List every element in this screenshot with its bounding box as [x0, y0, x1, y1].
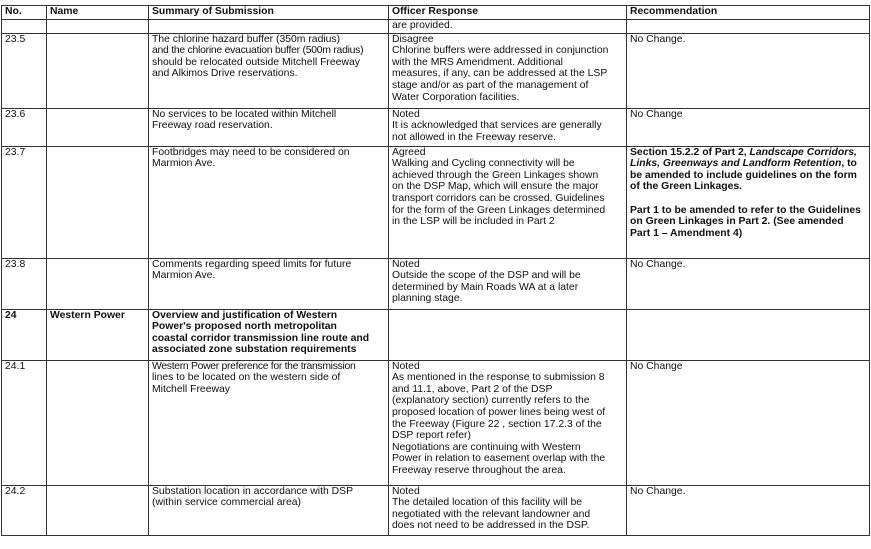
summary-line: should be relocated outside Mitchell Freeway: [152, 56, 360, 68]
cell-no: 24.2: [2, 485, 47, 535]
header-recommendation: Recommendation: [627, 6, 870, 20]
cell-name: Western Power: [47, 309, 149, 360]
cell-response: [389, 360, 627, 485]
cell-name: [47, 258, 149, 309]
cell-name: [47, 33, 149, 108]
cell-name: [47, 360, 149, 485]
response-line: planning stage.: [392, 293, 463, 305]
summary-line: Marmion Ave.: [152, 158, 216, 170]
response-line: As mentioned in the response to submission 8: [392, 372, 605, 384]
recommendation-line: No Change.: [630, 258, 686, 270]
response-line: DSP report refer): [392, 430, 471, 442]
table-row: [2, 360, 870, 485]
cell-recommendation: [627, 258, 870, 309]
response-line: in the LSP will be included in Part 2: [392, 216, 555, 228]
response-line: proposed location of power lines being west of: [392, 406, 606, 418]
summary-line: Power's proposed north metropolitan: [152, 321, 337, 333]
table-row: [2, 309, 870, 360]
cell-summary: [149, 33, 389, 108]
response-line: with the MRS Amendment. Additional: [392, 56, 563, 68]
recommendation-section-title: Landscape Corridors, Links, Greenways and Landform Retention: [630, 146, 857, 170]
recommendation-line: No Change.: [630, 33, 686, 45]
response-line: Water Corporation facilities.: [392, 91, 520, 103]
summary-line: Mitchell Freeway: [152, 383, 230, 395]
submissions-table: [1, 5, 870, 536]
cell-recommendation: [627, 108, 870, 146]
cell-no: 23.8: [2, 258, 47, 309]
recommendation-prefix: Section 15.2.2 of Part 2,: [630, 146, 750, 158]
cell-summary: [149, 20, 389, 34]
summary-line: Marmion Ave.: [152, 270, 216, 282]
cell-recommendation: [627, 20, 870, 34]
summary-line: associated zone substation requirements: [152, 344, 357, 356]
summary-line: Footbridges may need to be considered on: [152, 146, 350, 158]
cell-recommendation: [627, 360, 870, 485]
recommendation-line: No Change: [630, 108, 683, 120]
response-line: It is acknowledged that services are generally: [392, 120, 602, 132]
recommendation-paragraph: Part 1 to be amended to refer to the Guidelines on Green Linkages in Part 2. (See amended Part 1 – Amendment 4): [630, 204, 861, 239]
cell-recommendation: [627, 485, 870, 535]
recommendation-suffix: , to be amended to include guidelines on the form of the Green Linkages.: [630, 158, 857, 193]
cell-summary: [149, 108, 389, 146]
cell-recommendation: [627, 309, 870, 360]
cell-no: [2, 20, 47, 34]
response-line: on the DSP Map, which will ensure the major: [392, 181, 599, 193]
response-line: Outside the scope of the DSP and will be: [392, 270, 581, 282]
response-line: The detailed location of this facility will be: [392, 497, 583, 509]
response-line: transport corridors can be crossed. Guidelines: [392, 192, 605, 204]
response-line: not allowed in the Freeway reserve.: [392, 131, 557, 143]
summary-line: The chlorine hazard buffer (350m radius): [152, 33, 341, 45]
response-line: does not need to be addressed in the DSP.: [392, 520, 590, 532]
response-line: Power in relation to easement overlap with the: [392, 453, 606, 465]
summary-line: (within service commercial area): [152, 497, 301, 509]
response-line: (explanatory section) currently refers to the: [392, 395, 590, 407]
response-line: measures, if any, can be addressed at the LSP: [392, 68, 608, 80]
cell-summary: [149, 146, 389, 258]
cell-no: 24.1: [2, 360, 47, 485]
cell-name: [47, 108, 149, 146]
summary-line: and Alkimos Drive reservations.: [152, 68, 298, 80]
response-line: the Freeway (Figure 22 , section 17.2.3 of the: [392, 418, 602, 430]
table-row: [2, 258, 870, 309]
cell-response: [389, 309, 627, 360]
cell-recommendation: [627, 146, 870, 258]
response-line: and 11.1, above, Part 2 of the DSP: [392, 383, 553, 395]
summary-line: Western Power preference for the transmission: [152, 360, 356, 372]
summary-line: Overview and justification of Western: [152, 309, 338, 321]
header-name: Name: [47, 6, 149, 20]
header-row: [2, 6, 870, 20]
cell-response: [389, 146, 627, 258]
response-line: for the form of the Green Linkages determined: [392, 204, 606, 216]
cell-response: [389, 258, 627, 309]
response-line: negotiated with the relevant landowner and: [392, 508, 591, 520]
summary-line: lines to be located on the western side of: [152, 372, 341, 384]
cell-recommendation: [627, 33, 870, 108]
cell-name: [47, 485, 149, 535]
header-response: Officer Response: [389, 6, 627, 20]
cell-response: [389, 20, 627, 34]
response-line: Noted: [392, 108, 420, 120]
cell-response: [389, 33, 627, 108]
header-no: No.: [2, 6, 47, 20]
response-line: stage and/or as part of the management of: [392, 79, 589, 91]
response-line: achieved through the Green Linkages shown: [392, 169, 599, 181]
cell-name: [47, 146, 149, 258]
cell-name: [47, 20, 149, 34]
cell-no: 23.5: [2, 33, 47, 108]
table-row: [2, 20, 870, 34]
header-summary: Summary of Submission: [149, 6, 389, 20]
table-row: [2, 485, 870, 535]
table-row: [2, 33, 870, 108]
recommendation-line: No Change: [630, 360, 683, 372]
response-line: Disagree: [392, 33, 434, 45]
response-line: Noted: [392, 360, 420, 372]
recommendation-paragraph: [630, 147, 866, 193]
cell-response: [389, 485, 627, 535]
cell-response: [389, 108, 627, 146]
response-line: Chlorine buffers were addressed in conjunction: [392, 45, 609, 57]
cell-summary: [149, 360, 389, 485]
summary-line: No services to be located within Mitchell: [152, 108, 337, 120]
table-row: [2, 146, 870, 258]
summary-line: and the chlorine evacuation buffer (500m radius): [152, 45, 364, 57]
summary-line: coastal corridor transmission line route and: [152, 332, 370, 344]
response-line: Noted: [392, 258, 420, 270]
table-row: [2, 108, 870, 146]
response-line: Walking and Cycling connectivity will be: [392, 158, 575, 170]
cell-no: 23.6: [2, 108, 47, 146]
recommendation-line: No Change.: [630, 485, 686, 497]
response-line: Negotiations are continuing with Western: [392, 441, 581, 453]
response-line: Freeway reserve throughout the area.: [392, 464, 566, 476]
cell-summary: [149, 485, 389, 535]
summary-line: Comments regarding speed limits for future: [152, 258, 352, 270]
cell-no: 23.7: [2, 146, 47, 258]
response-line: Noted: [392, 485, 420, 497]
cell-summary: [149, 258, 389, 309]
cell-no: 24: [2, 309, 47, 360]
summary-line: Freeway road reservation.: [152, 120, 273, 132]
response-line: Agreed: [392, 146, 426, 158]
summary-line: Substation location in accordance with DSP: [152, 485, 353, 497]
cell-summary: [149, 309, 389, 360]
response-line: are provided.: [392, 20, 453, 31]
response-line: determined by Main Roads WA at a later: [392, 281, 579, 293]
